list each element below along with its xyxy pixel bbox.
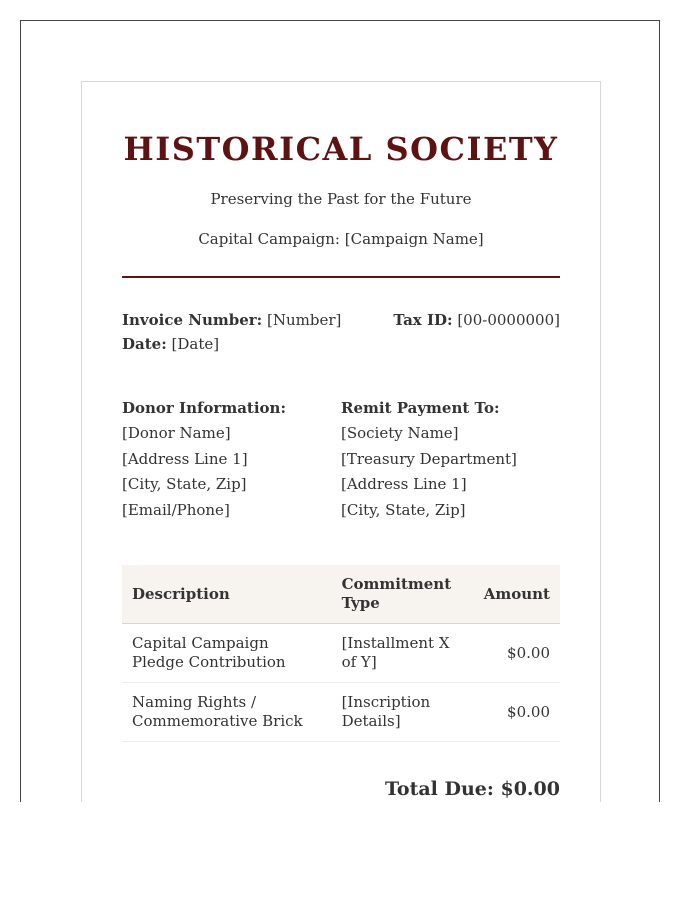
invoice-meta-row (122, 311, 560, 329)
remit-line: [Address Line 1] (341, 475, 467, 494)
table-header (122, 565, 560, 624)
tax-id (393, 311, 560, 329)
invoice-page (81, 81, 601, 802)
remit-line: [City, State, Zip] (341, 500, 466, 519)
invoice-content (122, 82, 560, 800)
cell-amount: $0.00 (474, 624, 560, 683)
donor-heading: Donor Information: (122, 399, 286, 417)
table-row (122, 624, 560, 683)
invoice-number-label: Invoice Number: (122, 311, 263, 329)
tax-id-value: [00-0000000] (457, 311, 560, 329)
remit-line: [Society Name] (341, 424, 459, 442)
total-due: Total Due: $0.00 (384, 778, 560, 801)
column-header-amount: Amount (474, 565, 560, 624)
cell-description: Capital Campaign Pledge Contribution (122, 624, 332, 683)
cell-commitment-type: [Inscription Details] (332, 683, 474, 742)
donor-line: [Address Line 1] (122, 449, 248, 468)
column-header-description: Description (122, 565, 332, 624)
table-body (122, 624, 560, 742)
remit-payment (341, 399, 560, 523)
document-frame (20, 20, 660, 802)
invoice-number-value: [Number] (266, 311, 342, 329)
date-label: Date: (122, 335, 167, 353)
donor-line: [Email/Phone] (122, 500, 230, 519)
header-divider (122, 276, 560, 278)
campaign-name: Capital Campaign: [Campaign Name] (198, 230, 484, 248)
column-header-commitment-type: Commitment Type (332, 565, 474, 624)
line-items-table (122, 565, 560, 742)
donor-line: [Donor Name] (122, 424, 231, 442)
address-section (122, 399, 560, 523)
organization-title: HISTORICAL SOCIETY (123, 130, 559, 168)
invoice-date (122, 335, 560, 353)
table-row (122, 683, 560, 742)
tagline: Preserving the Past for the Future (210, 190, 472, 208)
date-value: [Date] (171, 335, 220, 353)
remit-line: [Treasury Department] (341, 449, 517, 468)
table-header-row (122, 565, 560, 624)
tax-id-label: Tax ID: (393, 311, 453, 329)
remit-heading: Remit Payment To: (341, 399, 500, 417)
donor-information (122, 399, 341, 523)
invoice-number (122, 311, 341, 329)
cell-commitment-type: [Installment X of Y] (332, 624, 474, 683)
donor-line: [City, State, Zip] (122, 475, 247, 494)
cell-amount: $0.00 (474, 683, 560, 742)
cell-description: Naming Rights / Commemorative Brick (122, 683, 332, 742)
